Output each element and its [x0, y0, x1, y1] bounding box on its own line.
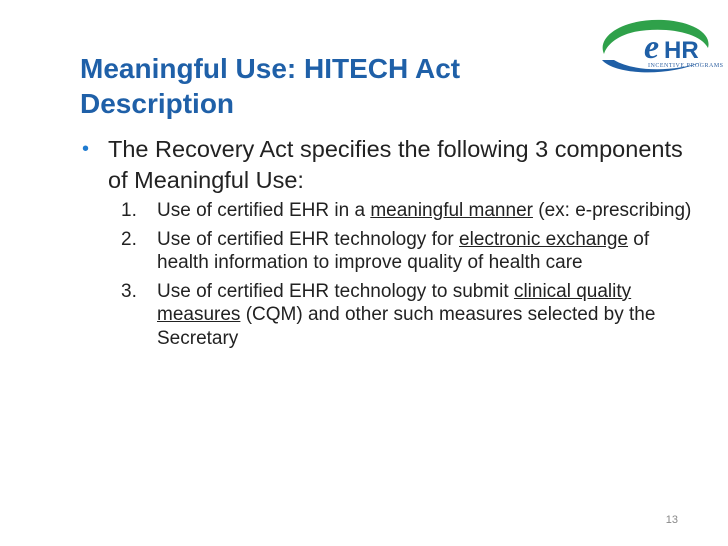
list-item — [82, 228, 702, 275]
underlined-term: electronic exchange — [459, 228, 629, 250]
underlined-term: clinical quality measures — [157, 280, 632, 325]
list-text: Use of certified EHR technology to submit — [157, 280, 514, 302]
bullet-dot-icon: • — [82, 138, 90, 160]
list-number: 3. — [121, 280, 137, 302]
list-text: of health information to improve quality of health care — [157, 228, 650, 273]
underlined-term: meaningful manner — [370, 200, 533, 221]
list-text: (CQM) and other such measures selected by the Secretary — [157, 304, 656, 349]
svg-text:HR: HR — [664, 37, 699, 64]
list-number: 1. — [121, 200, 137, 221]
bullet-text: The Recovery Act specifies the following 3 components of Meaningful Use: — [108, 136, 683, 193]
ehr-logo-icon — [594, 14, 718, 80]
list-text: Use of certified EHR technology for — [157, 228, 460, 250]
list-number: 2. — [121, 228, 137, 250]
list-text: Use of certified EHR in a — [157, 200, 371, 221]
slide-title — [80, 51, 580, 121]
title-line-1: Meaningful Use: HITECH Act — [80, 53, 461, 84]
logo-subtitle: INCENTIVE PROGRAMS — [648, 63, 724, 69]
bullet-item — [82, 134, 702, 196]
ehr-logo — [594, 14, 724, 80]
title-line-2: Description — [80, 88, 235, 119]
list-item — [82, 199, 702, 223]
page-number: 13 — [665, 514, 678, 526]
list-text: (ex: e-prescribing) — [532, 200, 692, 221]
bullet-list — [82, 134, 702, 355]
svg-text:e: e — [644, 29, 660, 66]
numbered-list — [82, 199, 702, 350]
list-item — [82, 280, 702, 351]
